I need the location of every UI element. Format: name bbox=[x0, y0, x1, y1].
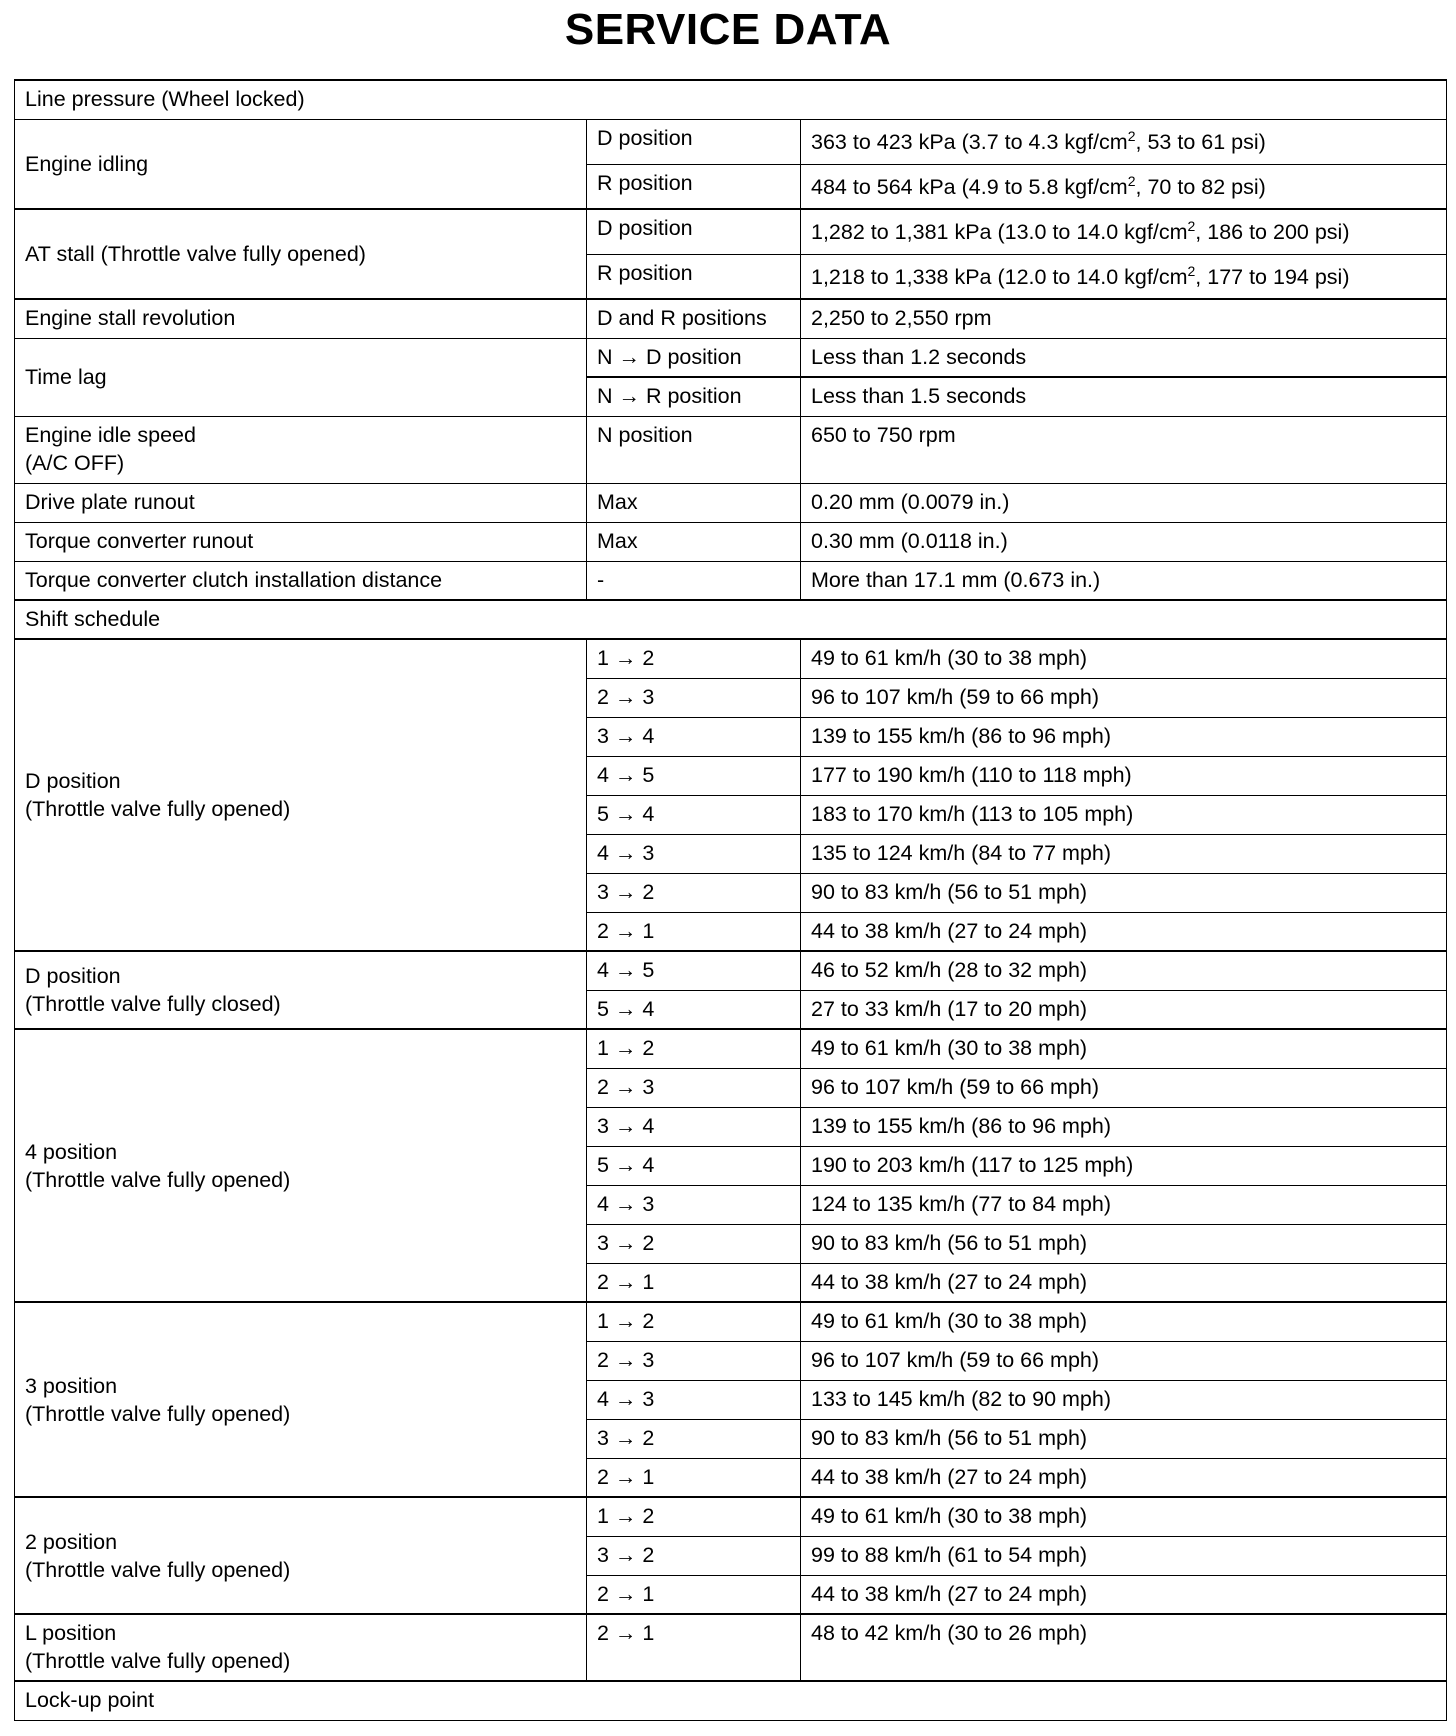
table-row bbox=[15, 299, 1447, 338]
shift-cell: 1 → 2 bbox=[587, 1302, 801, 1341]
shift-cell: 4 → 3 bbox=[587, 1380, 801, 1419]
table-row bbox=[15, 951, 1447, 990]
speed-cell: 177 to 190 km/h (110 to 118 mph) bbox=[801, 756, 1447, 795]
shift-cell: 2 → 1 bbox=[587, 1614, 801, 1681]
speed-cell: 46 to 52 km/h (28 to 32 mph) bbox=[801, 951, 1447, 990]
value-cell: 1,218 to 1,338 kPa (12.0 to 14.0 kgf/$cm^2$, 177 to 194 psi) bbox=[801, 254, 1447, 299]
shift-group-label: L position (Throttle valve fully opened) bbox=[15, 1614, 587, 1681]
shift-cell: 2 → 1 bbox=[587, 912, 801, 951]
shift-cell: 1 → 2 bbox=[587, 1029, 801, 1068]
item-cell: Drive plate runout bbox=[15, 483, 587, 522]
speed-cell: 99 to 88 km/h (61 to 54 mph) bbox=[801, 1536, 1447, 1575]
condition-cell: D position bbox=[587, 119, 801, 164]
speed-cell: 44 to 38 km/h (27 to 24 mph) bbox=[801, 1458, 1447, 1497]
shift-cell: 3 → 4 bbox=[587, 717, 801, 756]
condition-cell: N → R position bbox=[587, 377, 801, 416]
table-row bbox=[15, 338, 1447, 377]
table-row bbox=[15, 80, 1447, 119]
table-row bbox=[15, 522, 1447, 561]
table-row bbox=[15, 209, 1447, 254]
value-cell: More than 17.1 mm (0.673 in.) bbox=[801, 561, 1447, 600]
speed-cell: 139 to 155 km/h (86 to 96 mph) bbox=[801, 1107, 1447, 1146]
shift-cell: 4 → 3 bbox=[587, 834, 801, 873]
speed-cell: 190 to 203 km/h (117 to 125 mph) bbox=[801, 1146, 1447, 1185]
shift-cell: 3 → 4 bbox=[587, 1107, 801, 1146]
speed-cell: 124 to 135 km/h (77 to 84 mph) bbox=[801, 1185, 1447, 1224]
speed-cell: 49 to 61 km/h (30 to 38 mph) bbox=[801, 1302, 1447, 1341]
section-header-lockup-point: Lock-up point bbox=[15, 1681, 1447, 1720]
shift-cell: 5 → 4 bbox=[587, 795, 801, 834]
speed-cell: 27 to 33 km/h (17 to 20 mph) bbox=[801, 990, 1447, 1029]
speed-cell: 48 to 42 km/h (30 to 26 mph) bbox=[801, 1614, 1447, 1681]
table-row bbox=[15, 119, 1447, 164]
speed-cell: 49 to 61 km/h (30 to 38 mph) bbox=[801, 639, 1447, 678]
value-cell: 484 to 564 kPa (4.9 to 5.8 kgf/$cm^2$, 70 to 82 psi) bbox=[801, 164, 1447, 209]
speed-cell: 135 to 124 km/h (84 to 77 mph) bbox=[801, 834, 1447, 873]
value-cell: 1,282 to 1,381 kPa (13.0 to 14.0 kgf/$cm^2$, 186 to 200 psi) bbox=[801, 209, 1447, 254]
shift-cell: 3 → 2 bbox=[587, 1536, 801, 1575]
shift-group-label: 2 position (Throttle valve fully opened) bbox=[15, 1497, 587, 1614]
shift-cell: 2 → 1 bbox=[587, 1458, 801, 1497]
condition-cell: N position bbox=[587, 416, 801, 483]
shift-cell: 2 → 3 bbox=[587, 1341, 801, 1380]
table-row bbox=[15, 1497, 1447, 1536]
condition-cell: R position bbox=[587, 254, 801, 299]
condition-cell: Max bbox=[587, 483, 801, 522]
shift-cell: 5 → 4 bbox=[587, 1146, 801, 1185]
shift-cell: 4 → 5 bbox=[587, 951, 801, 990]
shift-cell: 2 → 1 bbox=[587, 1263, 801, 1302]
shift-cell: 2 → 3 bbox=[587, 1068, 801, 1107]
page-title: SERVICE DATA bbox=[564, 5, 892, 54]
condition-cell: D position bbox=[587, 209, 801, 254]
table-row bbox=[15, 1029, 1447, 1068]
speed-cell: 49 to 61 km/h (30 to 38 mph) bbox=[801, 1497, 1447, 1536]
speed-cell: 90 to 83 km/h (56 to 51 mph) bbox=[801, 1224, 1447, 1263]
speed-cell: 183 to 170 km/h (113 to 105 mph) bbox=[801, 795, 1447, 834]
condition-cell: D and R positions bbox=[587, 299, 801, 338]
table-row bbox=[15, 600, 1447, 639]
shift-group-label: D position (Throttle valve fully closed) bbox=[15, 951, 587, 1029]
speed-cell: 96 to 107 km/h (59 to 66 mph) bbox=[801, 1341, 1447, 1380]
speed-cell: 44 to 38 km/h (27 to 24 mph) bbox=[801, 1575, 1447, 1614]
section-header-shift-schedule: Shift schedule bbox=[15, 600, 1447, 639]
value-cell: 363 to 423 kPa (3.7 to 4.3 kgf/$cm^2$, 53 to 61 psi) bbox=[801, 119, 1447, 164]
condition-cell: R position bbox=[587, 164, 801, 209]
table-row bbox=[15, 416, 1447, 483]
shift-cell: 4 → 3 bbox=[587, 1185, 801, 1224]
shift-cell: 3 → 2 bbox=[587, 1419, 801, 1458]
item-cell: Torque converter runout bbox=[15, 522, 587, 561]
shift-cell: 5 → 4 bbox=[587, 990, 801, 1029]
speed-cell: 90 to 83 km/h (56 to 51 mph) bbox=[801, 873, 1447, 912]
shift-cell: 1 → 2 bbox=[587, 639, 801, 678]
shift-cell: 2 → 3 bbox=[587, 678, 801, 717]
shift-group-label: D position (Throttle valve fully opened) bbox=[15, 639, 587, 951]
shift-cell: 3 → 2 bbox=[587, 1224, 801, 1263]
table-row bbox=[15, 483, 1447, 522]
table-row bbox=[15, 1302, 1447, 1341]
shift-cell: 1 → 2 bbox=[587, 1497, 801, 1536]
speed-cell: 96 to 107 km/h (59 to 66 mph) bbox=[801, 678, 1447, 717]
speed-cell: 96 to 107 km/h (59 to 66 mph) bbox=[801, 1068, 1447, 1107]
table-row bbox=[15, 1614, 1447, 1681]
value-cell: Less than 1.5 seconds bbox=[801, 377, 1447, 416]
condition-cell: - bbox=[587, 561, 801, 600]
item-cell: Torque converter clutch installation distance bbox=[15, 561, 587, 600]
speed-cell: 133 to 145 km/h (82 to 90 mph) bbox=[801, 1380, 1447, 1419]
row-label-at-stall: AT stall (Throttle valve fully opened) bbox=[15, 209, 587, 299]
shift-cell: 4 → 5 bbox=[587, 756, 801, 795]
speed-cell: 139 to 155 km/h (86 to 96 mph) bbox=[801, 717, 1447, 756]
table-row bbox=[15, 639, 1447, 678]
shift-group-label: 4 position (Throttle valve fully opened) bbox=[15, 1029, 587, 1302]
table-row bbox=[15, 1681, 1447, 1720]
value-cell: 0.30 mm (0.0118 in.) bbox=[801, 522, 1447, 561]
value-cell: 0.20 mm (0.0079 in.) bbox=[801, 483, 1447, 522]
row-label-time-lag: Time lag bbox=[15, 338, 587, 416]
shift-cell: 2 → 1 bbox=[587, 1575, 801, 1614]
condition-cell: Max bbox=[587, 522, 801, 561]
condition-cell: N → D position bbox=[587, 338, 801, 377]
shift-cell: 3 → 2 bbox=[587, 873, 801, 912]
table-row bbox=[15, 561, 1447, 600]
section-header-line-pressure: Line pressure (Wheel locked) bbox=[15, 80, 1447, 119]
item-cell: Engine idle speed (A/C OFF) bbox=[15, 416, 587, 483]
speed-cell: 49 to 61 km/h (30 to 38 mph) bbox=[801, 1029, 1447, 1068]
service-data-table bbox=[14, 79, 1447, 1721]
speed-cell: 44 to 38 km/h (27 to 24 mph) bbox=[801, 1263, 1447, 1302]
speed-cell: 44 to 38 km/h (27 to 24 mph) bbox=[801, 912, 1447, 951]
value-cell: 2,250 to 2,550 rpm bbox=[801, 299, 1447, 338]
shift-group-label: 3 position (Throttle valve fully opened) bbox=[15, 1302, 587, 1497]
row-label-engine-idling: Engine idling bbox=[15, 119, 587, 209]
item-cell: Engine stall revolution bbox=[15, 299, 587, 338]
value-cell: Less than 1.2 seconds bbox=[801, 338, 1447, 377]
value-cell: 650 to 750 rpm bbox=[801, 416, 1447, 483]
speed-cell: 90 to 83 km/h (56 to 51 mph) bbox=[801, 1419, 1447, 1458]
